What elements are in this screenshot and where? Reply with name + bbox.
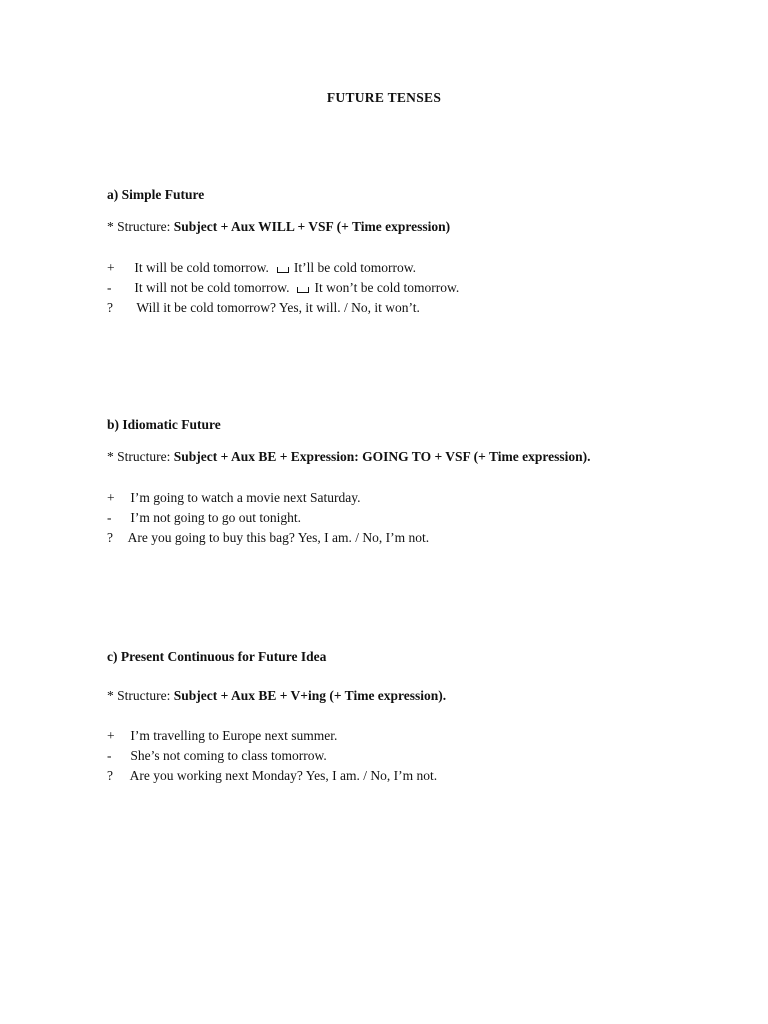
example-line <box>107 528 429 548</box>
structure-label: * Structure: <box>107 219 171 234</box>
structure-simple-future <box>107 219 450 235</box>
example-line <box>107 258 416 278</box>
example-symbol: ? <box>107 530 113 545</box>
example-symbol: + <box>107 490 115 505</box>
example-text: It will not be cold tomorrow. <box>134 280 290 295</box>
example-text: Are you going to buy this bag? Yes, I am. / No, I’m not. <box>127 530 430 545</box>
example-line <box>107 488 360 508</box>
example-text: It will be cold tomorrow. <box>134 260 269 275</box>
example-symbol: ? <box>107 300 113 315</box>
section-heading-present-continuous: c) Present Continuous for Future Idea <box>107 649 327 664</box>
example-symbol: + <box>107 728 115 743</box>
return-arrow-icon <box>297 287 309 293</box>
example-contraction: It won’t be cold tomorrow. <box>314 280 460 295</box>
example-symbol: - <box>107 748 112 763</box>
example-line <box>107 726 337 746</box>
example-symbol: + <box>107 260 115 275</box>
section-heading-idiomatic-future: b) Idiomatic Future <box>107 417 221 432</box>
example-text: I’m travelling to Europe next summer. <box>130 728 338 743</box>
example-text: Will it be cold tomorrow? Yes, it will. / No, it won’t. <box>136 300 420 315</box>
example-line <box>107 746 327 766</box>
structure-idiomatic-future <box>107 449 590 465</box>
section-heading-simple-future: a) Simple Future <box>107 187 205 202</box>
example-contraction: It’ll be cold tomorrow. <box>293 260 416 275</box>
example-line <box>107 298 420 318</box>
example-symbol: - <box>107 510 112 525</box>
example-text: Are you working next Monday? Yes, I am. / No, I’m not. <box>129 768 438 783</box>
example-symbol: - <box>107 280 112 295</box>
structure-formula: Subject + Aux WILL + VSF (+ Time expression) <box>173 219 451 234</box>
structure-formula: Subject + Aux BE + Expression: GOING TO + VSF (+ Time expression). <box>173 449 591 464</box>
example-line <box>107 278 459 298</box>
structure-present-continuous <box>107 688 446 704</box>
structure-label: * Structure: <box>107 688 171 703</box>
example-text: I’m going to watch a movie next Saturday. <box>130 490 361 505</box>
structure-formula: Subject + Aux BE + V+ing (+ Time expression). <box>173 688 447 703</box>
example-line <box>107 766 437 786</box>
page-title: FUTURE TENSES <box>326 90 442 105</box>
example-text: She’s not coming to class tomorrow. <box>130 748 327 763</box>
example-symbol: ? <box>107 768 113 783</box>
return-arrow-icon <box>277 267 289 273</box>
structure-label: * Structure: <box>107 449 171 464</box>
example-text: I’m not going to go out tonight. <box>130 510 301 525</box>
example-line <box>107 508 301 528</box>
